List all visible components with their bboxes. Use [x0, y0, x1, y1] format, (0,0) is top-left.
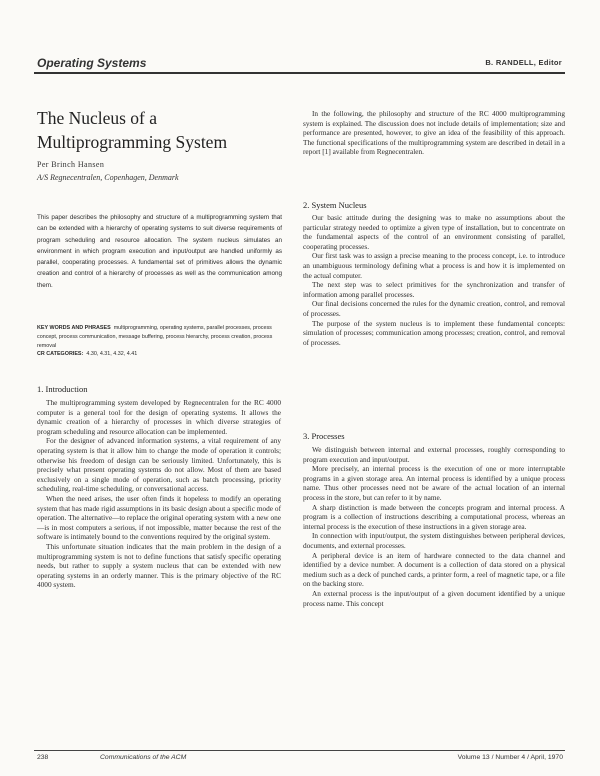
- issue-info: Volume 13 / Number 4 / April, 1970: [457, 754, 563, 761]
- intro-paragraph-1: The multiprogramming system developed by Regnecentralen for the RC 4000 computer is a general tool for the design of operating systems. It allows the dynamic creation of a hierarchy of processes in which diverse strategies of program scheduling and resource allocation can be implemented.: [37, 398, 281, 436]
- left-column: [37, 398, 281, 590]
- system-nucleus-section: [303, 213, 565, 347]
- nucleus-paragraph-4: Our final decisions concerned the rules for the dynamic creation, control, and removal of processes.: [303, 299, 565, 318]
- system-nucleus-heading: 2. System Nucleus: [303, 200, 367, 210]
- keywords-text: multiprogramming, operating systems, parallel processes, process concept, process communication, message buffering, process hierarchy, process creation, process removal: [37, 325, 273, 349]
- author-name: Per Brinch Hansen: [37, 160, 105, 169]
- page-number: 238: [37, 754, 49, 761]
- cr-categories-text: 4.30, 4.31, 4.32, 4.41: [86, 351, 138, 358]
- keywords-block: [37, 324, 282, 359]
- nucleus-paragraph-2: Our first task was to assign a precise meaning to the process concept, i.e. to introduce an unambiguous terminology defining what a process is and how it is implemented on the actual computer.: [303, 251, 565, 280]
- processes-paragraph-4: In connection with input/output, the system distinguishes between peripheral devices, documents, and external processes.: [303, 531, 565, 550]
- header-rule: [34, 72, 565, 74]
- processes-heading: 3. Processes: [303, 431, 345, 441]
- processes-paragraph-5: A peripheral device is an item of hardware connected to the data channel and identified by a device number. A document is a collection of data stored on a physical medium such as a deck of punched cards, a printer form, a reel of magnetic tape, or a file on the backing store.: [303, 550, 565, 589]
- intro-paragraph-3: When the need arises, the user often finds it hopeless to modify an operating system that has made rigid assumptions in its basic design about a specific mode of operation. The alternative—to replace the original operating system with a new one—is in most computers a serious, if not impossible, matter because the rest of the software is intimately bound to the conventions required by the original system.: [37, 493, 281, 542]
- right-column-intro: [303, 109, 565, 157]
- processes-paragraph-2: More precisely, an internal process is the execution of one or more interruptable programs in a given storage area. An internal process is identified by a unique process name. Thus other processes need not be aware of the actual location of an internal process in the store, but can refer to it by name.: [303, 464, 565, 502]
- processes-section: [303, 445, 565, 608]
- footer-rule: [34, 750, 565, 751]
- cr-categories-label: CR CATEGORIES:: [37, 351, 84, 358]
- intro-paragraph-2: For the designer of advanced information systems, a vital requirement of any operating system is that it allow him to change the mode of operation it controls; otherwise his freedom of design can be seriously limited. Unfortunately, this is precisely what present operating systems do not allow. Most of them are based exclusively on a single mode of operation, such as batch processing, priority scheduling, real-time scheduling, or conversational access.: [37, 436, 281, 494]
- nucleus-paragraph-3: The next step was to select primitives for the synchronization and transfer of information among parallel processes.: [303, 280, 565, 299]
- abstract: This paper describes the philosophy and structure of a multiprogramming system that can be extended with a hierarchy of operating systems to suit diverse requirements of program scheduling and resource allocation. The system nucleus simulates an environment in which program execution and input/output are handled uniformly as parallel, cooperating processes. A fundamental set of primitives allows the dynamic creation and control of a hierarchy of processes as well as the communication among them.: [37, 214, 282, 289]
- intro-paragraph-4: This unfortunate situation indicates that the main problem in the design of a multiprogramming system is not to define functions that satisfy specific operating needs, but rather to supply a system nucleus that can be extended with new operating systems in an orderly manner. This is the primary objective of the RC 4000 system.: [37, 541, 281, 590]
- processes-paragraph-3: A sharp distinction is made between the concepts program and internal process. A program is a collection of instructions describing a computational process, whereas an internal process is the execution of these instructions in a given storage area.: [303, 502, 565, 531]
- overview-paragraph: In the following, the philosophy and structure of the RC 4000 multiprogramming system is explained. The discussion does not include details of implementation; size and performance are presented, however, to give an idea of the feasibility of this approach. The functional specifications of the multiprogramming system are described in detail in a report [1] available from Regnecentralen.: [303, 109, 565, 157]
- keywords-label: KEY WORDS AND PHRASES: [37, 325, 111, 331]
- journal-name: Communications of the ACM: [100, 754, 187, 761]
- paper-title: The Nucleus of a Multiprogramming System: [37, 108, 228, 152]
- processes-paragraph-1: We distinguish between internal and external processes, roughly corresponding to program execution and input/output.: [303, 445, 565, 464]
- nucleus-paragraph-5: The purpose of the system nucleus is to implement these fundamental concepts: simulation of processes; communication among processes; creation, control, and removal of processes.: [303, 318, 565, 347]
- nucleus-paragraph-1: Our basic attitude during the designing was to make no assumptions about the particular strategy needed to optimize a given type of installation, but to concentrate on the fundamental aspects of the control of an environment consisting of parallel, cooperating processes.: [303, 213, 565, 251]
- introduction-heading: 1. Introduction: [37, 384, 88, 394]
- editor-credit: B. RANDELL, Editor: [485, 58, 562, 67]
- section-header: Operating Systems: [37, 56, 147, 70]
- author-affiliation: A/S Regnecentralen, Copenhagen, Denmark: [37, 173, 179, 182]
- processes-paragraph-6: An external process is the input/output of a given document identified by a unique process name. This concept: [303, 588, 565, 608]
